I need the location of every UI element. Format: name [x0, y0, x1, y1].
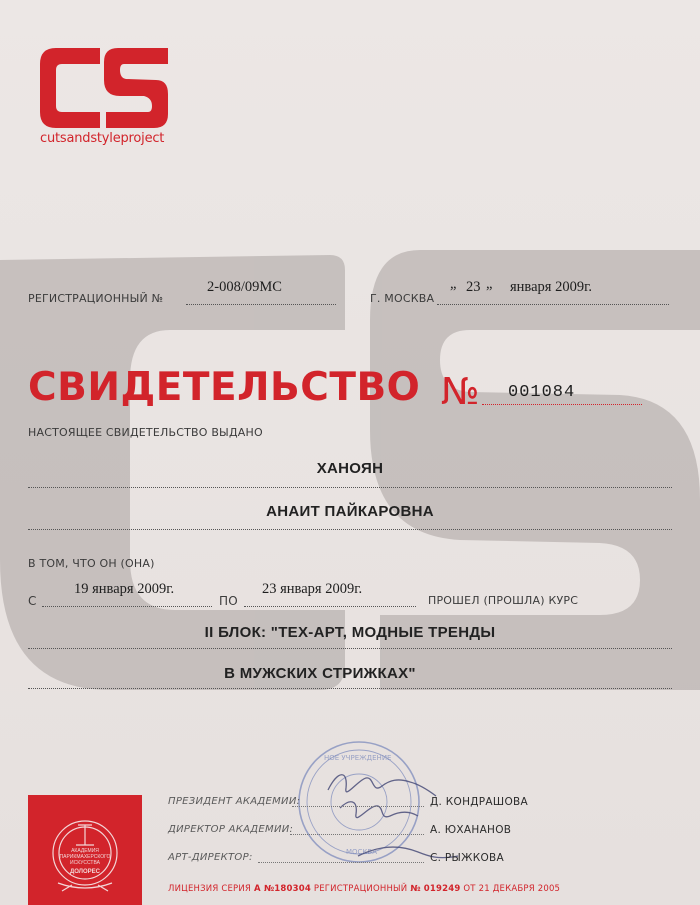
license-reg-no: № 019249: [410, 884, 461, 894]
from-label: С: [28, 594, 37, 608]
registration-value: 2-008/09МС: [207, 279, 282, 295]
date-month-year: января 2009г.: [510, 279, 593, 295]
signature-name-director: А. ЮХАНАНОВ: [430, 824, 512, 836]
svg-text:НОЕ УЧРЕЖДЕНИЕ: НОЕ УЧРЕЖДЕНИЕ: [324, 754, 392, 762]
svg-text:ДОЛОРЕС: ДОЛОРЕС: [69, 869, 101, 875]
certificate-number: 001084: [508, 383, 576, 402]
course-title-line1: II БЛОК: "ТЕХ-АРТ, МОДНЫЕ ТРЕНДЫ: [204, 624, 496, 641]
signature-role-director: ДИРЕКТОР АКАДЕМИИ:: [168, 824, 294, 835]
course-line2-rule: [28, 688, 672, 689]
to-label: ПО: [219, 594, 238, 608]
license-line: [168, 884, 560, 894]
license-reg-label: РЕГИСТРАЦИОННЫЙ: [313, 884, 408, 894]
license-date: ОТ 21 ДЕКАБРЯ 2005: [463, 884, 561, 894]
course-title-line2: В МУЖСКИХ СТРИЖКАХ": [224, 665, 416, 682]
signature-name-art-director: С. РЫЖКОВА: [430, 852, 505, 864]
to-date: 23 января 2009г.: [262, 581, 363, 597]
certificate-title: СВИДЕТЕЛЬСТВО: [28, 365, 421, 410]
svg-text:ПАРИКМАХЕРСКОГО: ПАРИКМАХЕРСКОГО: [59, 854, 111, 860]
svg-text:АКАДЕМИЯ: АКАДЕМИЯ: [71, 848, 99, 854]
to-line: [244, 606, 416, 607]
name-line: [28, 529, 672, 530]
svg-text:МОСКВА: МОСКВА: [346, 848, 377, 856]
date-quote-open: „: [450, 276, 457, 292]
cs-logo-icon: [40, 48, 168, 128]
academy-emblem-icon: [28, 795, 142, 905]
course-line1-rule: [28, 648, 672, 649]
signature-line-art-director: [258, 862, 424, 863]
signature-line-president: [292, 806, 424, 807]
number-line: [482, 404, 642, 405]
recipient-name: АНАИТ ПАЙКАРОВНА: [266, 503, 434, 520]
license-prefix: ЛИЦЕНЗИЯ СЕРИЯ: [168, 884, 252, 894]
city-label: Г. МОСКВА: [370, 292, 435, 305]
passed-label: ПРОШЕЛ (ПРОШЛА) КУРС: [428, 594, 579, 607]
issued-label: НАСТОЯЩЕЕ СВИДЕТЕЛЬСТВО ВЫДАНО: [28, 426, 263, 439]
svg-text:ИСКУССТВА: ИСКУССТВА: [70, 860, 100, 866]
academy-emblem-block: [28, 795, 142, 905]
date-quote-close: „: [486, 276, 493, 292]
signature-role-art-director: АРТ-ДИРЕКТОР:: [168, 852, 253, 863]
from-line: [42, 606, 212, 607]
from-date: 19 января 2009г.: [74, 581, 175, 597]
signature-name-president: Д. КОНДРАШОВА: [430, 796, 528, 808]
numero-sign: №: [441, 370, 480, 413]
that-label: В ТОМ, ЧТО ОН (ОНА): [28, 557, 155, 570]
surname-line: [28, 487, 672, 488]
signature-role-president: ПРЕЗИДЕНТ АКАДЕМИИ:: [168, 796, 301, 807]
registration-label: РЕГИСТРАЦИОННЫЙ №: [28, 292, 164, 305]
date-day: 23: [466, 279, 481, 295]
logo-subtitle: cutsandstyleproject: [40, 131, 165, 146]
recipient-surname: ХАНОЯН: [316, 460, 384, 477]
signature-line-director: [290, 834, 424, 835]
registration-line: [186, 304, 336, 305]
license-series: А №180304: [253, 884, 311, 894]
date-line: [437, 304, 669, 305]
